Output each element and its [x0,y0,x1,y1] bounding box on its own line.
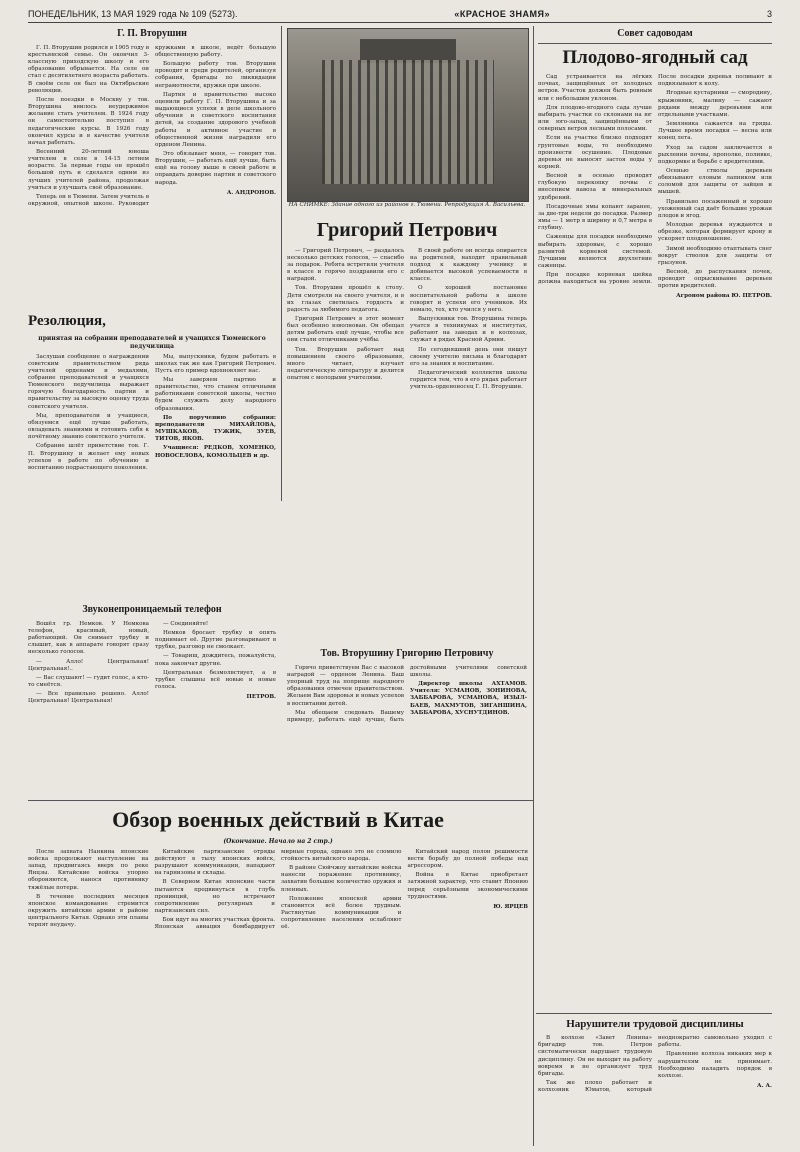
paragraph: Тов. Вторушин работает над повышением своего образования, много читает, изучает педагогическую литературу и делится опытом с молодыми учителями. [287,346,404,382]
photo-caption [287,202,527,208]
paragraph: Мы заверяем партию и правительство, что станем отличными работниками советской школы, честно будем служить делу народного образования. [155,377,276,412]
paragraph: Земляника сажается на гряды. Лучшее время посадки — весна или конец лета. [658,121,772,142]
caption-credit: Репродукция А. Васильева. [444,202,526,208]
paragraph: Мы обещаем следовать Вашему примеру, работать ещё лучше, быть достойными учителями советской школы. [287,664,527,723]
section-rule [536,1013,772,1014]
paragraph: Бои идут на многих участках фронта. Японская авиация бомбардирует мирные города, однако это не сломило стойкость китайского народа. [154,848,402,931]
signature: А. А. [757,1083,772,1090]
paragraph: — Все правильно решено. Алло! Центральная! Центральная! [28,691,149,705]
paragraph: Это обязывает меня, — говорит тов. Вторушин, — работать ещё лучше, быть ещё на голову выше в своей работе и оправдать доверие партии и советского народа. [155,150,276,186]
paragraph: — Товарищ, дождитесь, пожалуйста, пока закончат другие. [155,653,276,667]
paragraph: После захвата Нанкина японские войска продолжают наступление на запад, продвигаясь вверх по реке Янцзы. Китайские войска упорно обороняются, нанося противнику тяжёлые потери. [28,848,149,891]
issue-date: ПОНЕДЕЛЬНИК, 13 МАЯ 1929 года № 109 (5273). [28,9,238,19]
paragraph: В Северном Китае японские части пытаются продвинуться в глубь провинций, но встречают сопротивление регулярных и партизанских сил. [154,879,275,915]
paragraph: Для плодово-ягодного сада лучше выбирать участки со склонами на юг или юго-запад, защищёнными от северных ветров лесными полосами. [538,104,652,133]
signature: А. АНДРОНОВ. [226,189,276,196]
signature: Ю. ЯРЦЕВ [493,903,528,910]
paragraph: Зимой необходимо отаптывать снег вокруг стволов для защиты от грызунов. [658,245,772,266]
paragraph: По сегодняшний день они пишут своему учителю письма и благодарят его за знания и воспитание. [410,346,527,367]
masthead [28,6,772,23]
paragraph: — Соединяйте! [163,620,209,627]
paper-name: «КРАСНОЕ ЗНАМЯ» [454,9,551,19]
paragraph: Мы, выпускники, будем работать в школах так же как Григорий Петрович. Пусть его пример вдохновляет нас. [155,353,276,374]
article-title: Звуконепроницаемый телефон [82,604,222,615]
article-grigory [287,218,527,508]
paragraph: Китайский народ полон решимости вести борьбу до полной победы над агрессором. [407,848,528,870]
building-photo [287,28,529,202]
column-rule [533,26,534,1146]
paragraph: Тов. Вторушин прошёл к столу. Дети смотрели на своего учителя, и в их глазах светилась гордость и радость за любимого педагога. [287,285,404,313]
paragraph: Вошёл гр. Немков. У Немкова телефон, красивый, новый, работающий. Он снимает трубку и слышит, как в аппарате говорят сразу несколько голосов. [28,620,149,656]
article-kicker: Совет садоводам [538,28,772,44]
article-subtitle: (Окончание. Начало на 2 стр.) [223,838,333,846]
section-rule [28,800,533,801]
signature: ПЕТРОВ. [246,694,276,701]
paragraph: Ягодные кустарники — смородину, крыжовник, малину — сажают рядами между деревьями или отдельными участками. [658,90,772,118]
caption-text: НА СНИМКЕ: Здание одного из районов г. Тюмени. [288,202,443,208]
article-greeting [287,648,527,796]
article-violators [538,1017,772,1147]
paragraph: Положение японской армии становится всё более трудным. Растянутые коммуникации и сопротивление населения ослабляют её. [281,895,402,931]
article-title: Плодово-ягодный сад [562,46,748,68]
article-vtorushin [28,28,276,308]
article-china [28,806,528,1146]
paragraph: В своей работе он всегда опирается на родителей, находит правильный подход к каждому ученику и добивается высокой успеваемости в классе. [410,247,527,283]
paragraph: — Григорий Петрович, — раздалось несколько детских голосов, — спасибо за подарок. Ребята встретили учителя в классе и горячо поздравили его с наградой. [287,247,404,283]
paragraph: Правление колхоза никаких мер к нарушителям не принимает. Необходимо наладить порядок в колхозе. [658,1051,772,1079]
paragraph: Собрание шлёт приветствие тов. Г. П. Вторушину и желает ему новых успехов в работе по обучению и воспитанию подрастающего поколения. [28,443,149,471]
article-title: Григорий Петрович [316,219,498,241]
paragraph: Весной и осенью проводят глубокую перекопку почвы с внесением навоза и минеральных удобрений. [538,173,652,201]
paragraph: При посадке корневая шейка должна находиться на уровне земли. После посадки деревья поливают и подвязывают к колу. [538,74,772,286]
paragraph: Г. П. Вторушин родился в 1905 году в крестьянской семье. Он окончил 3-классную приходскую школу и его образование обрывается. На селе он стал с десятилетнего возраста работать. В своём селе он был на Октябрьские революции. [28,44,149,94]
building-facade [322,60,495,184]
article-telephone [28,604,276,796]
paragraph: Весенний 20-летний юноша учителем в селе в 14-15 летнем возрасте. За первые годы он прошёл большой путь и сделался одним из лучших учителей района, продолжая учиться и улучшать своё образование. [28,148,149,191]
paragraph: Правильно посаженный и хорошо ухоженный сад даёт большие урожаи плодов и ягод. [658,198,772,219]
paragraph: В течение последних месяцев японское командование стремится окружить китайские армии в районе центрального Китая. Однако эти планы терпят неудачу. [28,893,149,929]
paragraph: Если на участке близко подходят грунтовые воды, то необходимо произвести осушение. Плодовые деревья не выносят застоя воды у корней. [538,135,652,170]
article-title: Г. П. Вторушин [117,28,187,39]
paragraph: После поездки в Москву у тов. Вторушина явилось неудержимое желание стать учителем. В 1924 году он самостоятельно поступил в педагогические курсы. В 1926 году окончил курсы и в качестве учителя начал работать. [28,96,149,146]
paragraph: По поручению собрания: преподаватели МИХАЙЛОВА, МУШКАКОВ, ТУЖИК, ЗУЕВ, ТИТОВ, ЯКОВ. [155,414,276,443]
article-title: Обзор военных действий в Китае [112,807,444,832]
paragraph: Григорий Петрович в этот момент был особенно взволнован. Он обещал детям работать ещё лучше, чтобы все они стали отличниками учёбы. [287,316,404,344]
paragraph: Война в Китае приобретает затяжной характер, что ставит Японию перед серьёзными экономическими трудностями. [407,872,528,900]
paragraph: Немков бросает трубку и опять поднимает её. Другие разговаривают в трубке, разговор не смолкает. [155,629,276,651]
paragraph: Учащиеся: РЕДКОВ, ХОМЕНКО, НОВОСЕЛОВА, КОМОЛЬЦЕВ и др. [155,445,276,459]
paragraph: Большую работу тов. Вторушин проводит и среди родителей, организуя собрания, бригады по ликвидации неграмотности, кружки при школе. [155,61,276,89]
paragraph: — Вас слушают! — гудит голос, а кто-то смеётся. [28,674,149,689]
paragraph: Центральная безмолвствует, а в трубке слышны всё новые и новые голоса. [155,669,276,691]
paragraph: Партия и правительство высоко оценили работу Г. П. Вторушина и за выдающиеся успехи в деле школьного обучения и советского воспитания детей, за создание здорового учебной работы и активное участие в общественной жизни наградили его орденом Ленина. [155,91,276,148]
article-title: Тов. Вторушину Григорию Петровичу [320,648,494,659]
paragraph: Заслушав сообщение о награждении советским правительством ряда учителей орденами и медалями, собрание преподавателей и учащихся Тюменского педучилища выражает горячую благодарность партии и правительству за высокую оценку труда советского учителя. [28,353,149,410]
signature: Агроном района Ю. ПЕТРОВ. [676,293,772,300]
paragraph: Посадочные ямы копают заранее, за две-три недели до посадки. Размер ямы — 1 метр в ширину и 0,7 метра в глубину. [538,203,652,232]
paragraph: В районе Сюйчжоу китайские войска нанесли поражение противнику, захватив большое количество оружия и пленных. [281,865,402,893]
paragraph: О хорошей постановке воспитательной работы в школе говорят и успехи его учеников. Их немало, тех, кто учился у него. [410,285,527,313]
article-garden [538,28,772,1008]
article-subtitle: принятая на собрании преподавателей и учащихся Тюменского педучилища [38,335,266,350]
column-rule [281,26,282,501]
paragraph: Сад устраивается на лёгких почвах, защищённых от холодных ветров. Участок должен быть ровным или с небольшим уклоном. [538,74,652,102]
page-number: 3 [766,9,772,19]
paragraph: Китайские партизанские отряды действуют в тылу японских войск, разрушают коммуникации, нападают на гарнизоны и склады. [154,848,275,877]
paragraph: Молодые деревья нуждаются в обрезке, которая формирует крону и ускоряет плодоношение. [658,222,772,243]
paragraph: Весной, до распускания почек, проводят опрыскивание деревьев против вредителей. [658,269,772,290]
paragraph: Педагогический коллектив школы гордится тем, что в его рядах работает учитель-орденоносец Г. П. Вторушин. [410,370,527,391]
paragraph: Саженцы для посадки необходимо выбирать здоровые, с хорошо развитой корневой системой. Лучшими являются двухлетние саженцы. [538,234,652,270]
paragraph: Уход за садом заключается в рыхлении почвы, прополке, поливке, подкормке и борьбе с вредителями. [658,144,772,165]
paragraph: Мы, преподаватели и учащиеся, обязуемся ещё лучше работать, овладевать знаниями и готовить себя к почётному званию советского учителя. [28,412,149,441]
article-title: Резолюция, [28,313,106,329]
paragraph: Горячо приветствуем Вас с высокой наградой — орденом Ленина. Ваш упорный труд на поприще народного образования отмечен правительством. Желаем Вам здоровья и новых успехов в воспитании детей. [287,664,404,707]
paragraph: Теперь он в Тюмени. Затем учитель в окружной, опытной школе. Руководит кружками в школе, ведёт большую общественную работу. [28,44,276,208]
paragraph: Так же плохо работает и колхозник Юматов, который неоднократно самовольно уходил с работы. [538,1035,772,1094]
paragraph: В колхозе «Завет Ленина» бригадир тов. Петров систематически нарушает трудовую дисциплину. Он не выходит на работу вовремя и не организует труд бригады. [538,1035,652,1077]
paragraph: — Алло! Центральная! Центральная!.. [28,658,149,672]
paragraph: Осенью стволы деревьев обвязывают еловым лапником или соломой для защиты от зайцев и мышей. [658,167,772,196]
article-resolution [28,312,276,600]
paragraph: Выпускники тов. Вторушина теперь учатся в техникумах и институтах, работают на заводах и в колхозах, служат в рядах Красной Армии. [410,316,527,344]
paragraph: Директор школы АХТАМОВ. Учителя: УСМАНОВ, ЗОНИНОВА, ЗАББАРОВА, УСМАНОВА, ИЗЫЛ-БАЕВ, МАХМУТОВ, ЗИГАНШИНА, ЗАББАРОВА, ХУСНУТДИНОВ. [410,681,527,716]
article-title: Нарушители трудовой дисциплины [566,1018,744,1030]
